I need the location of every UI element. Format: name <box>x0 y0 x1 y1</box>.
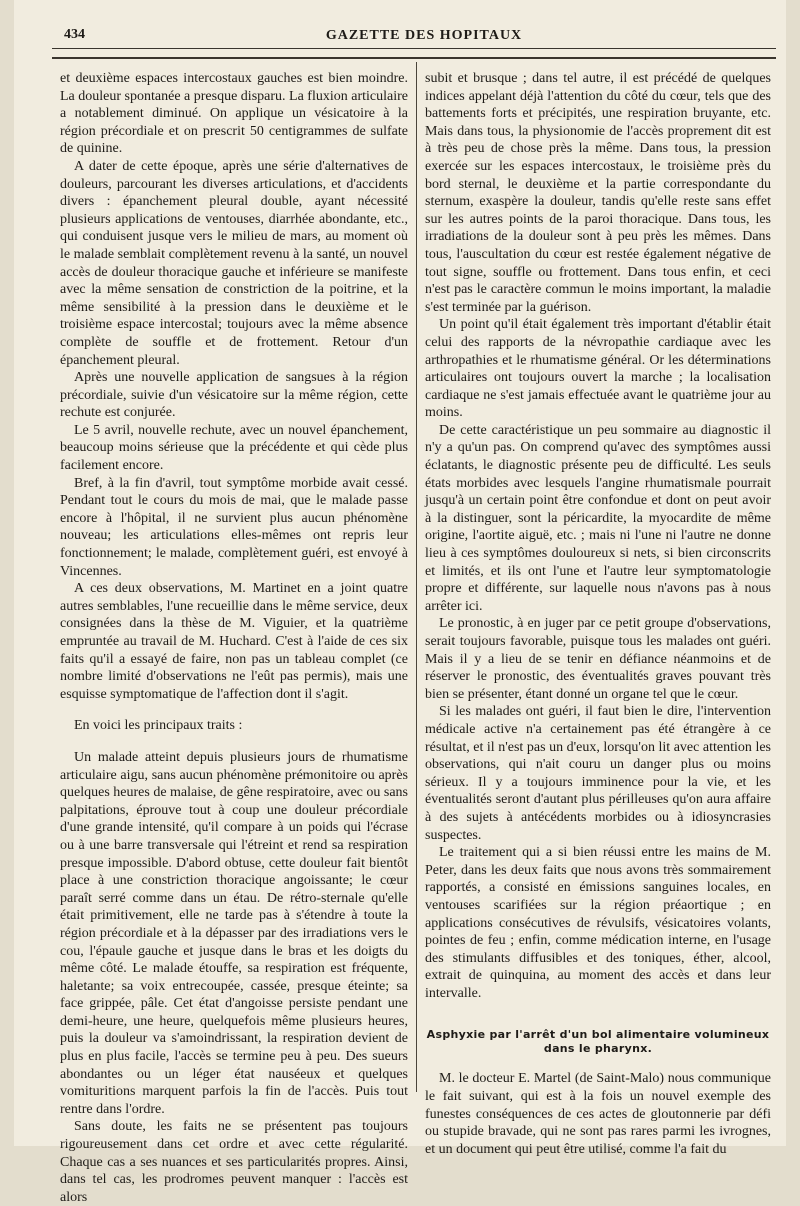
paragraph: Le traitement qui a si bien réussi entre les mains de M. Peter, dans les deux faits que nous avons très sommairement rapportés, a consisté en émissions sanguines locales, en ventouses scarifiées sur la région préaortique ; en applications consécutives de révulsifs, vésicatoires volants, pointes de feu ; enfin, comme médication interne, en l'usage des stimulants diffusibles et des toniques, éther, alcool, extrait de quinquina, au moment des accès et dans leur intervalle. <box>425 845 771 1001</box>
paragraph: En voici les principaux traits : <box>74 718 243 734</box>
header-rule-thin <box>52 48 776 49</box>
paragraph: A dater de cette époque, après une série d'alternatives de douleurs, parcourant les diverses articulations, et d'accidents divers : épanchement pleural double, ayant nécessité plusieurs applications de ventouses, diarrhée abondante, etc., qui conduisent jusque vers le milieu de mars, au moment où le malade semblait complètement revenu à la santé, un nouvel accès de douleur thoracique gauche et inférieure se manifeste avec la même sensation de constriction de la poitrine, et la même sensibilité à la pression dans le deuxième et le troisième espace intercostal; toujours avec la même absence complète de souffle et de frottement. Retour d'un épanchement pleural. <box>60 158 408 368</box>
header-rule-thick <box>52 57 776 59</box>
paragraph: Un point qu'il était également très important d'établir était celui des rapports de la névropathie cardiaque avec les arthropathies et le rhumatisme général. Or les déterminations articulaires ont toujours ouvert la marche ; la localisation cardiaque ne s'est jamais effectuée avant le quatrième jour au moins. <box>425 317 771 421</box>
paragraph: De cette caractéristique un peu sommaire au diagnostic il n'y a qu'un pas. On comprend qu'avec des symptômes aussi éclatants, le diagnostic présente peu de difficulté. Les seuls états morbides avec lesquels l'angine rhumatismale pourrait jusqu'à un certain point être confondue et dont on peut avoir à la distinguer, sont la péricardite, la myocardite de même origine, l'aortite aiguë, etc. ; mais ni l'une ni l'autre ne donne lieu à ces symptômes douloureux si nets, si bien circonscrits et limités, et ils ont l'une et l'autre leur symptomatologie propre et différente, sur laquelle nous n'avons pas à nous arrêter ici. <box>425 422 771 614</box>
paragraph: M. le docteur E. Martel (de Saint-Malo) nous communique le fait suivant, qui est à la fois un nouvel exemple des funestes conséquences de ces actes de gloutonnerie par défi ou stupide bravade, qui ne sont pas rares parmi les ivrognes, et un document qui peut être utilisé, comme l'a fait du <box>425 1071 771 1157</box>
paragraph: Le 5 avril, nouvelle rechute, avec un nouvel épanchement, beaucoup moins sérieuse que la précédente et qui cède plus facilement encore. <box>60 422 408 474</box>
paragraph: subit et brusque ; dans tel autre, il est précédé de quelques indices appelant déjà l'attention du côté du cœur, tels que des battements forts et précipités, une respiration bruyante, etc. Mais dans tous, la physionomie de l'accès proprement dit est à très peu de chose près la même. Dans tous, la pression exercée sur les espaces intercostaux, le troisième près du bord sternal, le deuxième et la partie correspondante du sternum, exaspère la douleur, tandis qu'elle reste sans effet sur les autres points de la paroi thoracique. Dans tous, les irradiations de la douleur sont à peu près les mêmes. Dans tous, l'auscultation du cœur est restée également négative de tout signe, souffle ou frottement. Dans tous enfin, et ceci n'est pas le caractère commun le moins important, la maladie s'est terminée par la guérison. <box>425 71 771 315</box>
paragraph: Si les malades ont guéri, il faut bien le dire, l'intervention médicale active n'a certainement pas été étrangère à ce résultat, et il n'est pas un d'eux, lorsqu'on lit avec attention les observations, qui n'ait couru un danger plus ou moins sérieux. Il y a toujours imminence pour la vie, et les éventualités seront d'autant plus périlleuses qu'on aura affaire à des sujets à antécédents morbides ou à idiosyncrasies suspectes. <box>425 704 771 843</box>
paragraph: Le pronostic, à en juger par ce petit groupe d'observations, serait toujours favorable, puisque tous les malades ont guéri. Mais il y a lieu de se tenir en défiance néanmoins et de réserver le pronostic, des éventualités graves pouvant très bien se présenter, étant donné un organe tel que le cœur. <box>425 616 771 702</box>
left-column <box>60 70 408 1206</box>
paragraph: Un malade atteint depuis plusieurs jours de rhumatisme articulaire aigu, sans aucun phénomène prémonitoire ou après quelques heures de malaise, de gêne respiratoire, avec ou sans palpitations, éprouve tout à coup une douleur précordiale d'une grande intensité, qu'il compare à un poids qui l'écrase ou à une barre transversale qui l'étreint et rend sa respiration presque impossible. D'abord obtuse, cette douleur fait bientôt place à une constriction thoracique angoissante; le cœur paraît serré comme dans un étau. De rétro-sternale qu'elle était primitivement, elle ne tarde pas à s'étendre à toute la région précordiale et à la dépasser par des irradiations vers le cou, l'épaule gauche et jusque dans le bras et les doigts du même côté. Le malade étouffe, sa respiration est fréquente, haletante; sa voix entrecoupée, cassée, presque éteinte; sa face grippée, pâle. Cet état d'angoisse persiste pendant une demi-heure, une heure, quelquefois même plusieurs heures, puis la douleur va s'amoindrissant, la respiration devient de plus en plus facile, l'accès se termine peu à peu. Des sueurs abondantes ou un léger état nauséeux et quelques vomituritions marquent parfois la fin de l'accès. Puis tout rentre dans l'ordre. <box>60 749 408 1117</box>
right-column <box>425 70 771 1158</box>
page-number: 434 <box>64 27 85 42</box>
journal-title: GAZETTE DES HOPITAUX <box>325 28 523 43</box>
paragraph: Bref, à la fin d'avril, tout symptôme morbide avait cessé. Pendant tout le cours du mois de mai, que le malade passe encore à l'hôpital, il ne survient plus aucun phénomène nouveau; les articulations elles-mêmes ont repris leur fonctionnement; le malade, complètement guéri, est envoyé à Vincennes. <box>60 475 408 579</box>
column-divider <box>416 62 417 1092</box>
paragraph: et deuxième espaces intercostaux gauches est bien moindre. La douleur spontanée a presque disparu. La fluxion articulaire a notablement diminué. On applique un vésicatoire à la région précordiale et on prescrit 50 centigrammes de sulfate de quinine. <box>60 71 408 157</box>
page-header <box>64 27 784 49</box>
paragraph: Après une nouvelle application de sangsues à la région précordiale, suivie d'un vésicatoire sur la même région, cette rechute est conjurée. <box>60 370 408 421</box>
article-heading: Asphyxie par l'arrêt d'un bol alimentaire volumineux dans le pharynx. <box>426 1028 770 1056</box>
paragraph: Sans doute, les faits ne se présentent pas toujours rigoureusement dans cet ordre et avec cette régularité. Chaque cas a ses nuances et ses particularités propres. Ainsi, dans tel cas, les prodromes peuvent manquer : l'accès est alors <box>60 1119 408 1205</box>
paragraph: A ces deux observations, M. Martinet en a joint quatre autres semblables, l'une recueillie dans le même service, deux consignées dans la thèse de M. Viguier, et la quatrième empruntée au travail de M. Huchard. C'est à l'aide de ces six faits qu'il a essayé de faire, non pas un tableau complet (ce nombre limité d'observations ne l'eût pas permis), mais une esquisse symptomatique de l'affection dont il s'agit. <box>60 581 408 702</box>
